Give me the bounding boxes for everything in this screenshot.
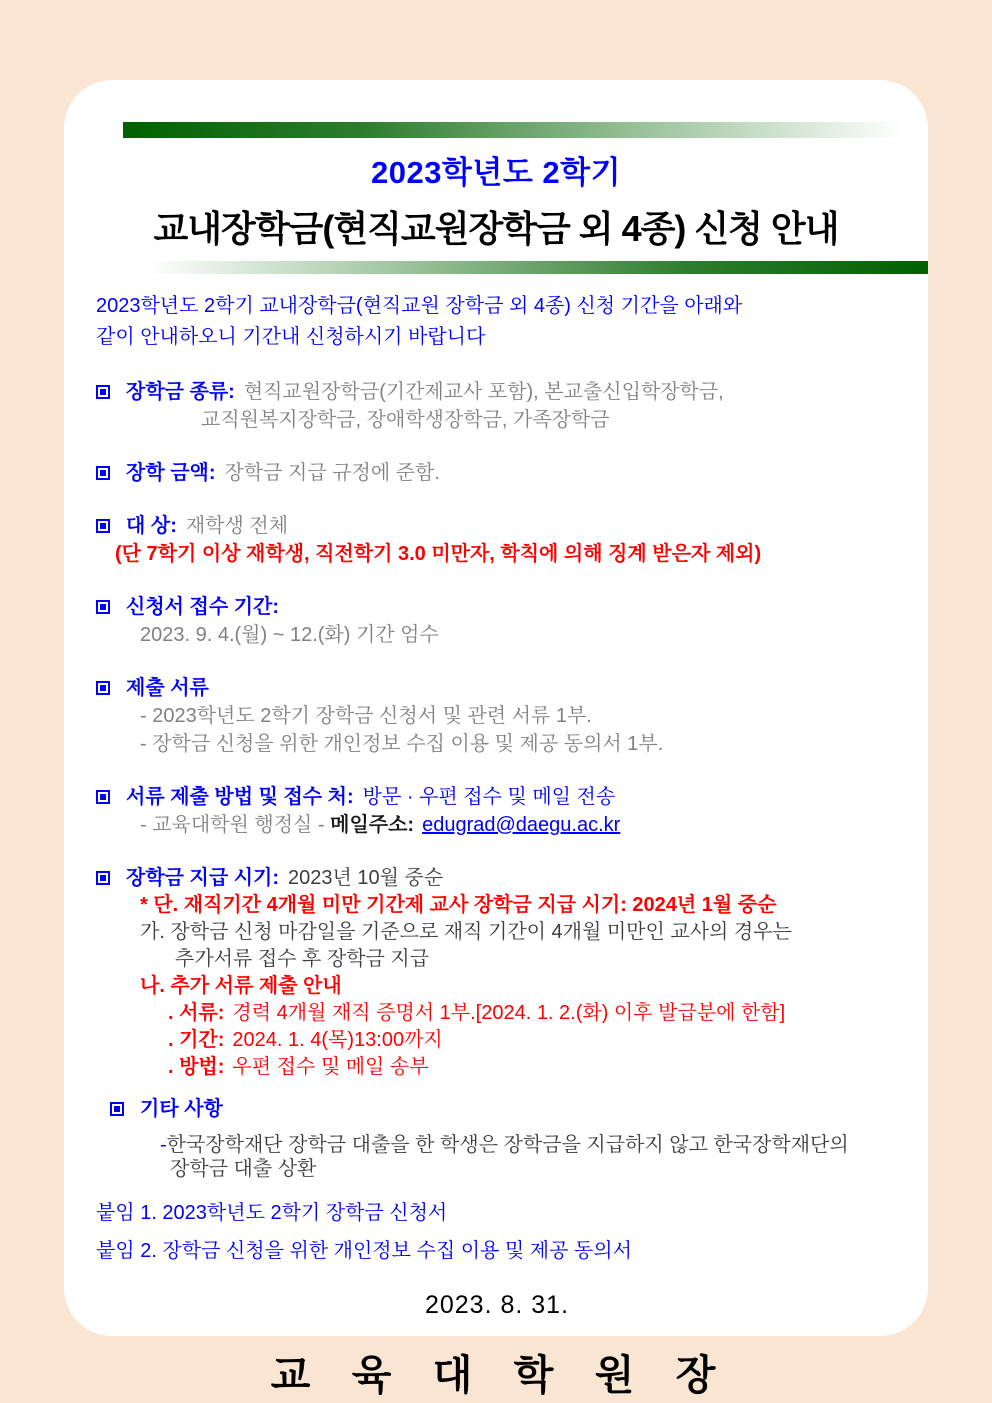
submit-method-office-line <box>140 811 898 839</box>
payment-ga-line2: 추가서류 접수 후 장학금 지급 <box>175 948 430 970</box>
extra-doc-value: 경력 4개월 재직 증명서 1부.[2024. 1. 2.(화) 이후 발급분에 한함] <box>232 1002 786 1024</box>
notice-subtitle: 2023학년도 2학기 <box>370 155 622 190</box>
etc-body <box>160 1133 898 1181</box>
bottom-gradient-bar <box>123 261 928 274</box>
office-prefix: - 교육대학원 행정실 - <box>140 814 325 836</box>
extra-method-value: 우편 접수 및 메일 송부 <box>232 1056 429 1078</box>
scholarship-amount-value: 장학금 지급 규정에 준함. <box>224 462 440 484</box>
etc-item <box>96 1095 898 1181</box>
bullet-square-icon <box>96 519 110 533</box>
issue-date: 2023. 8. 31. <box>424 1291 570 1319</box>
target-label: 대 상: <box>126 515 177 537</box>
extra-period-value: 2024. 1. 4(목)13:00까지 <box>232 1029 443 1051</box>
target-exclusion-note: (단 7학기 이상 재학생, 직전학기 3.0 미만자, 학칙에 의해 징계 받은자 제외) <box>115 543 762 565</box>
email-link[interactable]: edugrad@daegu.ac.kr <box>422 814 621 836</box>
notice-body <box>64 291 928 1401</box>
scholarship-types-label: 장학금 종류: <box>126 381 235 403</box>
payment-ga-line1: 가. 장학금 신청 마감일을 기준으로 재직 기간이 4개월 미만인 교사의 경우는 <box>140 921 792 943</box>
bullet-square-icon <box>110 1102 124 1116</box>
target-item <box>96 512 898 568</box>
apply-period-label: 신청서 접수 기간: <box>126 596 280 618</box>
scholarship-types-item <box>96 378 898 434</box>
email-label: 메일주소: <box>330 814 415 836</box>
intro-line-1: 2023학년도 2학기 교내장학금(현직교원 장학금 외 4종) 신청 기간을 아래와 <box>96 295 743 317</box>
bullet-square-icon <box>96 466 110 480</box>
bullet-square-icon <box>96 790 110 804</box>
payment-time-label: 장학금 지급 시기: <box>126 867 280 889</box>
payment-time-note: * 단. 재직기간 4개월 미만 기간제 교사 장학금 지급 시기: 2024년 1월 중순 <box>140 894 777 916</box>
apply-period-value: 2023. 9. 4.(월) ~ 12.(화) 기간 엄수 <box>140 624 439 646</box>
etc-heading <box>110 1095 898 1123</box>
required-docs-line1: - 2023학년도 2학기 장학금 신청서 및 관련 서류 1부. <box>140 705 592 727</box>
etc-line1-text: 한국장학재단 장학금 대출을 한 학생은 장학금을 지급하지 않고 한국장학재단의 <box>166 1134 849 1156</box>
intro-paragraph <box>96 291 898 353</box>
extra-period-label: . 기간: <box>168 1029 225 1051</box>
submit-method-label: 서류 제출 방법 및 접수 처: <box>126 786 354 808</box>
bullet-square-icon <box>96 600 110 614</box>
etc-label: 기타 사항 <box>140 1098 223 1120</box>
extra-doc-line <box>168 1000 898 1027</box>
scholarship-amount-item <box>96 459 898 487</box>
submit-method-value: 방문 · 우편 접수 및 메일 전송 <box>362 786 616 808</box>
required-docs-line2: - 장학금 신청을 위한 개인정보 수집 이용 및 제공 동의서 1부. <box>140 733 664 755</box>
etc-line1 <box>160 1133 898 1157</box>
top-gradient-bar <box>123 122 928 138</box>
bullet-square-icon <box>96 385 110 399</box>
attachment-2: 붙임 2. 장학금 신청을 위한 개인정보 수집 이용 및 제공 동의서 <box>96 1240 632 1262</box>
extra-method-label: . 방법: <box>168 1056 225 1078</box>
intro-line-2: 같이 안내하오니 기간내 신청하시기 바랍니다 <box>96 326 486 348</box>
bullet-square-icon <box>96 871 110 885</box>
required-docs-label: 제출 서류 <box>126 677 209 699</box>
extra-period-line <box>168 1027 898 1054</box>
attachment-1: 붙임 1. 2023학년도 2학기 장학금 신청서 <box>96 1202 448 1224</box>
extra-doc-label: . 서류: <box>168 1002 225 1024</box>
payment-time-value: 2023년 10월 중순 <box>288 867 444 889</box>
scholarship-types-value-line2: 교직원복지장학금, 장애학생장학금, 가족장학금 <box>201 409 610 431</box>
required-docs-item <box>96 674 898 758</box>
bullet-square-icon <box>96 681 110 695</box>
target-value: 재학생 전체 <box>185 515 289 537</box>
signer-title: 교 육 대 학 원 장 <box>270 1352 724 1398</box>
notice-title: 교내장학금(현직교원장학금 외 4종) 신청 안내 <box>153 208 839 249</box>
payment-na-title: 나. 추가 서류 제출 안내 <box>140 975 342 997</box>
submit-method-item <box>96 783 898 839</box>
etc-line2: 장학금 대출 상환 <box>170 1158 317 1180</box>
etc-dash: - <box>160 1134 167 1156</box>
scholarship-types-value-line1: 현직교원장학금(기간제교사 포함), 본교출신입학장학금, <box>243 381 724 403</box>
scholarship-amount-label: 장학 금액: <box>126 462 216 484</box>
payment-time-item <box>96 864 898 1081</box>
apply-period-item <box>96 593 898 649</box>
notice-paper <box>64 80 928 1398</box>
extra-method-line <box>168 1054 898 1081</box>
